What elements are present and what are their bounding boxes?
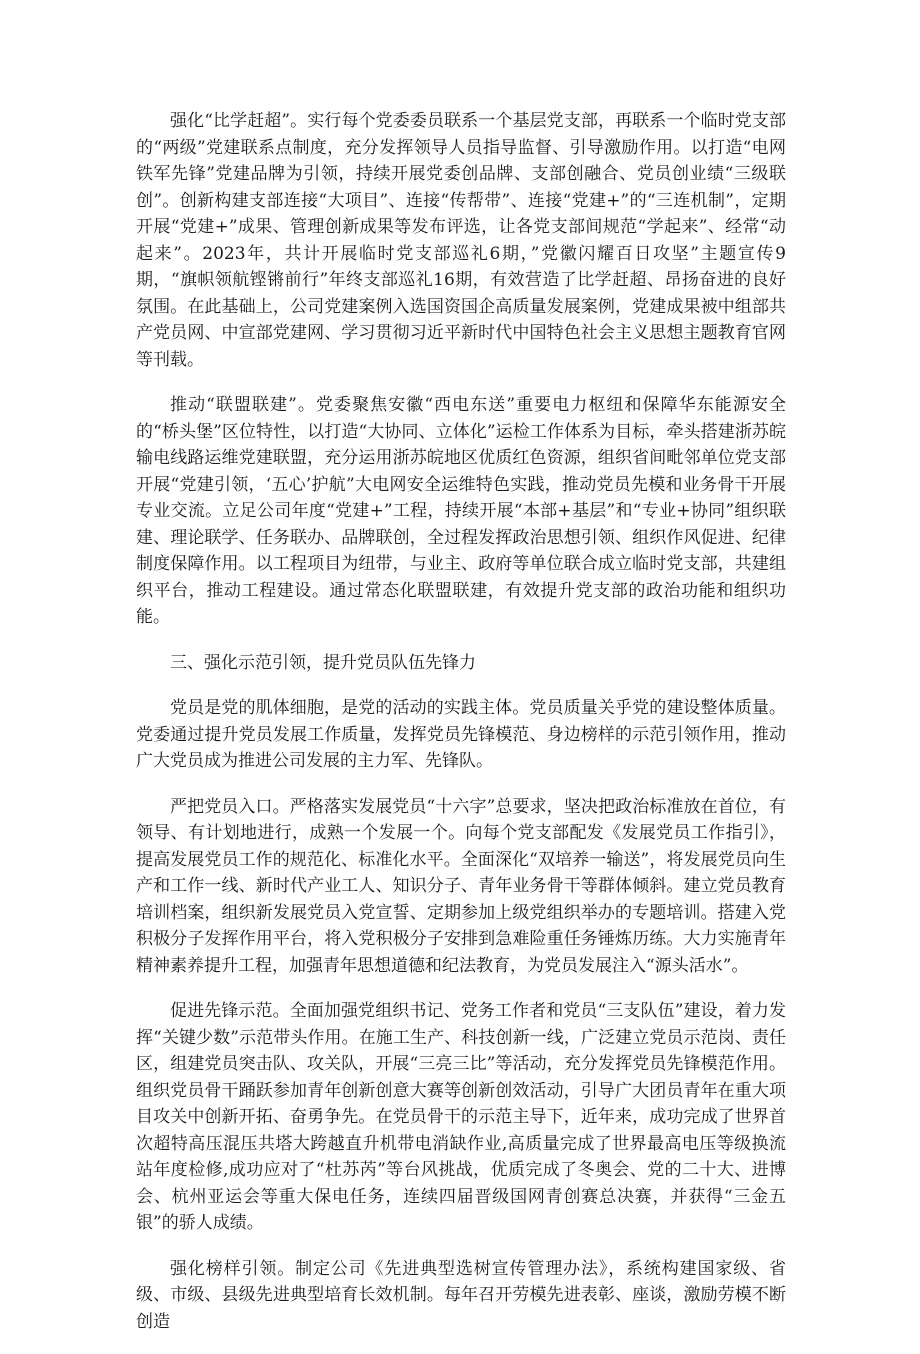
paragraph-member-entry: 严把党员入口。严格落实发展党员“十六字”总要求，坚决把政治标准放在首位，有领导、有计划地进行，成熟一个发展一个。向每个党支部配发《发展党员工作指引》，提高发展党员工作的规范化、标准化水平。全面深化“双培养一输送”，将发展党员向生产和工作一线、新时代产业工人、知识分子、青年业务骨干等群体倾斜。建立党员教育培训档案，组织新发展党员入党宣誓、定期参加上级党组织举办的专题培训。搭建入党积极分子发挥作用平台，将入党积极分子安排到急难险重任务锤炼历练。大力实施青年精神素养提升工程，加强青年思想道德和纪法教育，为党员发展注入“源头活水”。 xyxy=(136,796,786,976)
document-body xyxy=(136,108,786,1354)
paragraph-role-model: 强化榜样引领。制定公司《先进典型选树宣传管理办法》，系统构建国家级、省级、市级、县级先进典型培育长效机制。每年召开劳模先进表彰、座谈，激励劳模不断创造 xyxy=(136,1258,786,1332)
section-heading-3: 三、强化示范引领，提升党员队伍先锋力 xyxy=(170,652,476,673)
paragraph-party-members-intro: 党员是党的肌体细胞，是党的活动的实践主体。党员质量关乎党的建设整体质量。党委通过提升党员发展工作质量，发挥党员先锋模范、身边榜样的示范引领作用，推动广大党员成为推进公司发展的主力军、先锋队。 xyxy=(136,698,786,771)
paragraph-pioneer-demo: 促进先锋示范。全面加强党组织书记、党务工作者和党员“三支队伍”建设，着力发挥“关键少数”示范带头作用。在施工生产、科技创新一线，广泛建立党员示范岗、责任区，组建党员突击队、攻关队，开展“三亮三比”等活动，充分发挥党员先锋模范作用。组织党员骨干踊跃参加青年创新创意大赛等创新创效活动，引导广大团员青年在重大项目攻关中创新开拓、奋勇争先。在党员骨干的示范主导下，近年来，成功完成了世界首次超特高压混压共塔大跨越直升机带电消缺作业,高质量完成了世界最高电压等级换流站年度检修,成功应对了“杜苏芮”等台风挑战，优质完成了冬奥会、党的二十大、进博会、杭州亚运会等重大保电任务，连续四届晋级国网青创赛总决赛，并获得“三金五银”的骄人成绩。 xyxy=(136,1001,786,1233)
paragraph-lianmenglianjian: 推动“联盟联建”。党委聚焦安徽“西电东送”重要电力枢纽和保障华东能源安全的“桥头堡”区位特性，以打造“大协同、立体化”运检工作体系为目标，牵头搭建浙苏皖输电线路运维党建联盟，充分运用浙苏皖地区优质红色资源，组织省间毗邻单位党支部开展“党建引领，‘五心’护航”大电网安全运维特色实践，推动党员先模和业务骨干开展专业交流。立足公司年度“党建+”工程，持续开展“本部+基层”和“专业+协同”组织联建、理论联学、任务联办、品牌联创，全过程发挥政治思想引领、组织作风促进、纪律制度保障作用。以工程项目为纽带，与业主、政府等单位联合成立临时党支部，共建组织平台，推动工程建设。通过常态化联盟联建，有效提升党支部的政治功能和组织功能。 xyxy=(136,395,786,627)
paragraph-bixuegancha: 强化“比学赶超”。实行每个党委委员联系一个基层党支部，再联系一个临时党支部的“两级”党建联系点制度，充分发挥领导人员指导监督、引导激励作用。以打造“电网铁军先锋”党建品牌为引领，持续开展党委创品牌、支部创融合、党员创业绩“三级联创”。创新构建支部连接“大项目”、连接“传帮带”、连接“党建+”的“三连机制”，定期开展“党建+”成果、管理创新成果等发布评选，让各党支部间规范“学起来”、经常“动起来”。2023年，共计开展临时党支部巡礼6期，”党徽闪耀百日攻坚”主题宣传9期，“旗帜领航铿锵前行”年终支部巡礼16期，有效营造了比学赶超、昂扬奋进的良好氛围。在此基础上，公司党建案例入选国资国企高质量发展案例，党建成果被中组部共产党员网、中宣部党建网、学习贯彻习近平新时代中国特色社会主义思想主题教育官网等刊载。 xyxy=(136,111,786,370)
